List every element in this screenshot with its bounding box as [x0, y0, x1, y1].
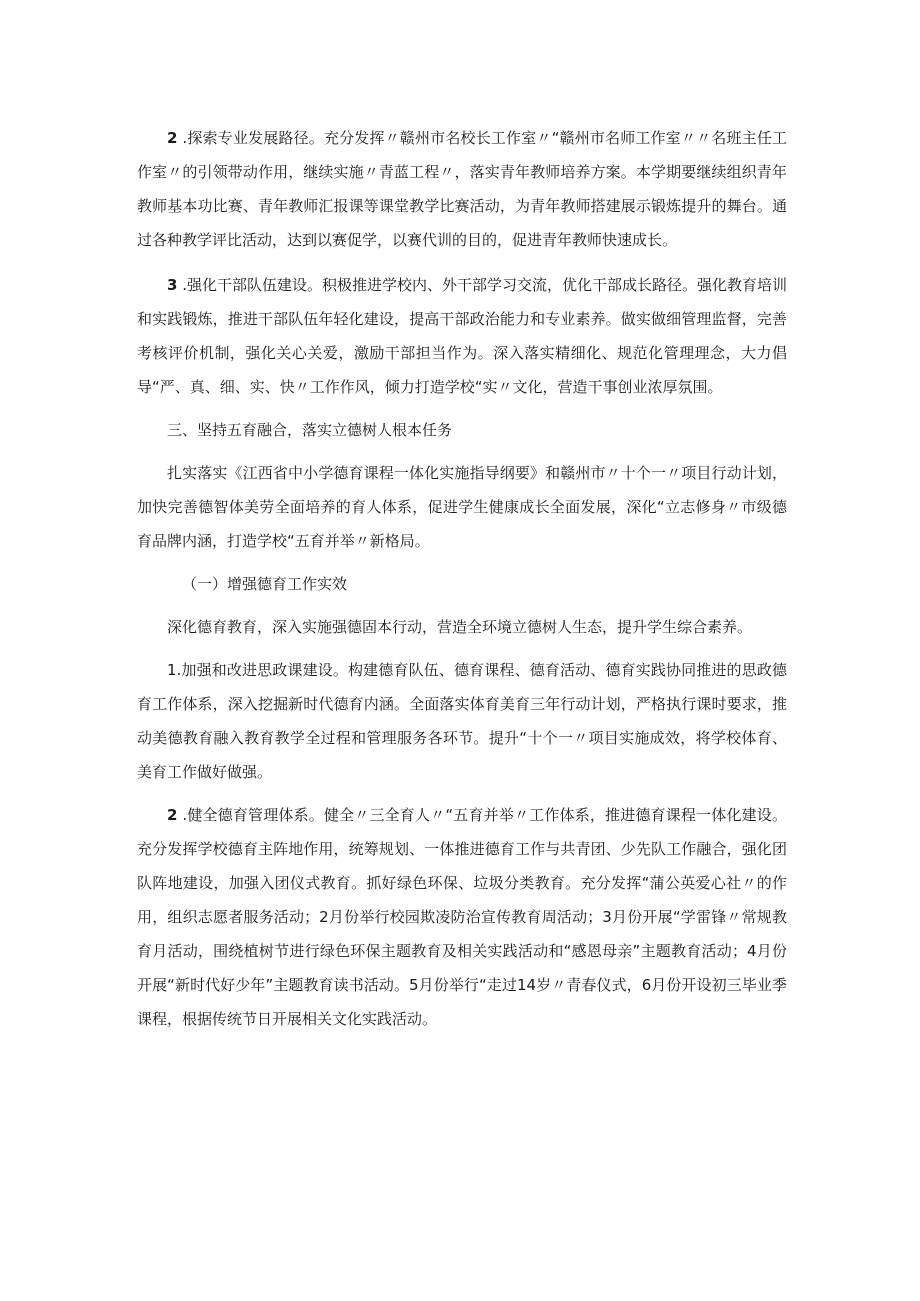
paragraph-2-moral-management — [137, 798, 787, 1036]
document-body — [137, 121, 787, 1036]
item-number: 2 — [167, 806, 178, 824]
subsection-heading-one — [137, 567, 787, 601]
paragraph-text: .强化干部队伍建设。积极推进学校内、外干部学习交流，优化干部成长路径。强化教育培训和实践锻炼，推进干部队伍年轻化建设，提高干部政治能力和专业素养。做实做细管理监督，完善考核评价机制，强化关心关爱，激励干部担当作为。深入落实精细化、规范化管理理念，大力倡导“严、真、细、实、快〃工作作风，倾力打造学校“实〃文化，营造干事创业浓厚氛围。 — [137, 276, 787, 396]
section-heading-three — [137, 413, 787, 447]
item-number: 3 — [167, 276, 178, 294]
paragraph-text: 1.加强和改进思政课建设。构建德育队伍、德育课程、德育活动、德育实践协同推进的思政德育工作体系，深入挖掘新时代德育内涵。全面落实体育美育三年行动计划，严格执行课时要求，推动美德教育融入教育教学全过程和管理服务各环节。提升“十个一〃项目实施成效，将学校体育、美育工作做好做强。 — [137, 661, 787, 781]
paragraph-3-cadre-team — [137, 268, 787, 404]
paragraph-text: 深化德育教育，深入实施强德固本行动，营造全环境立德树人生态，提升学生综合素养。 — [167, 618, 753, 636]
heading-text: 三、坚持五育融合，落实立德树人根本任务 — [167, 421, 453, 439]
paragraph-text: 扎实落实《江西省中小学德育课程一体化实施指导纲要》和赣州市〃十个一〃项目行动计划，加快完善德智体美劳全面培养的育人体系，促进学生健康成长全面发展，深化“立志修身〃市级德育品牌内涵，打造学校“五育并举〃新格局。 — [137, 464, 787, 550]
paragraph-text: .健全德育管理体系。健全〃三全育人〃“五育并举〃工作体系，推进德育课程一体化建设。充分发挥学校德育主阵地作用，统筹规划、一体推进德育工作与共青团、少先队工作融合，强化团队阵地建设，加强入团仪式教育。抓好绿色环保、垃圾分类教育。充分发挥“蒲公英爱心社〃的作用，组织志愿者服务活动；2月份举行校园欺凌防治宣传教育周活动；3月份开展“学雷锋〃常规教育月活动，围绕植树节进行绿色环保主题教育及相关实践活动和“感恩母亲”主题教育活动；4月份开展“新时代好少年”主题教育读书活动。5月份举行“走过14岁〃青春仪式，6月份开设初三毕业季课程，根据传统节日开展相关文化实践活动。 — [137, 806, 787, 1028]
paragraph-text: .探索专业发展路径。充分发挥〃赣州市名校长工作室〃“赣州市名师工作室〃〃名班主任工作室〃的引领带动作用，继续实施〃青蓝工程〃，落实青年教师培养方案。本学期要继续组织青年教师基本功比赛、青年教师汇报课等课堂教学比赛活动，为青年教师搭建展示锻炼提升的舞台。通过各种教学评比活动，达到以赛促学，以赛代训的目的，促进青年教师快速成长。 — [137, 129, 787, 249]
heading-text: （一）增强德育工作实效 — [182, 575, 348, 593]
paragraph-2-career-development — [137, 121, 787, 257]
paragraph-1-political-course — [137, 653, 787, 789]
item-number: 2 — [167, 129, 178, 147]
paragraph-moral-education-intro — [137, 456, 787, 558]
paragraph-deepen-moral-education — [137, 610, 787, 644]
